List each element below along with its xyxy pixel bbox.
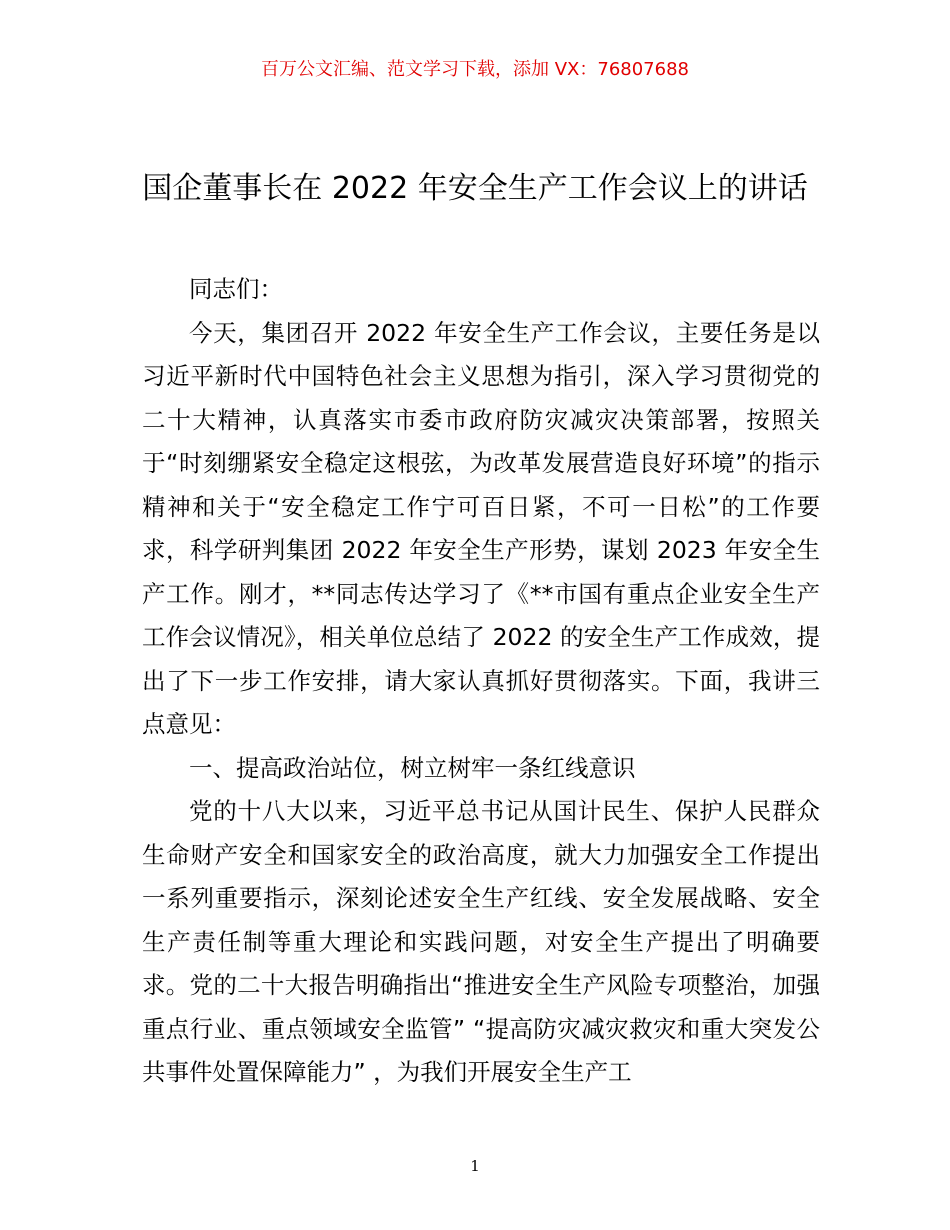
document-title: 国企董事长在 2022 年安全生产工作会议上的讲话 [142,171,808,206]
page-number: 1 [470,1157,480,1175]
salutation: 同志们： [189,275,283,303]
document-body [142,268,820,1095]
paragraph-intro: 今天，集团召开 2022 年安全生产工作会议，主要任务是以习近平新时代中国特色社会主义思想为指引，深入学习贯彻党的二十大精神，认真落实市委市政府防灾减灾决策部署，按照关于“时刻绷紧安全稳定这根弦，为改革发展营造良好环境”的指示精神和关于“安全稳定工作宁可百日紧，不可一日松”的工作要求，科学研判集团 2022 年安全生产形势，谋划 2023 年安全生产工作。刚才，**同志传达学习了《**市国有重点企业安全生产工作会议情况》，相关单位总结了 2022 的安全生产工作成效，提出了下一步工作安排，请大家认真抓好贯彻落实。下面，我讲三点意见： [142,318,820,738]
paragraph-section-1: 党的十八大以来，习近平总书记从国计民生、保护人民群众生命财产安全和国家安全的政治高度，就大力加强安全工作提出一系列重要指示，深刻论述安全生产红线、安全发展战略、安全生产责任制等重大理论和实践问题，对安全生产提出了明确要求。党的二十大报告明确指出“推进安全生产风险专项整治，加强重点行业、重点领域安全监管” “提高防灾减灾救灾和重大突发公共事件处置保障能力” ，为我们开展安全生产工 [142,797,820,1086]
header-banner: 百万公文汇编、范文学习下载，添加 VX：76807688 [261,59,689,80]
section-heading-1: 一、提高政治站位，树立树牢一条红线意识 [189,753,636,782]
